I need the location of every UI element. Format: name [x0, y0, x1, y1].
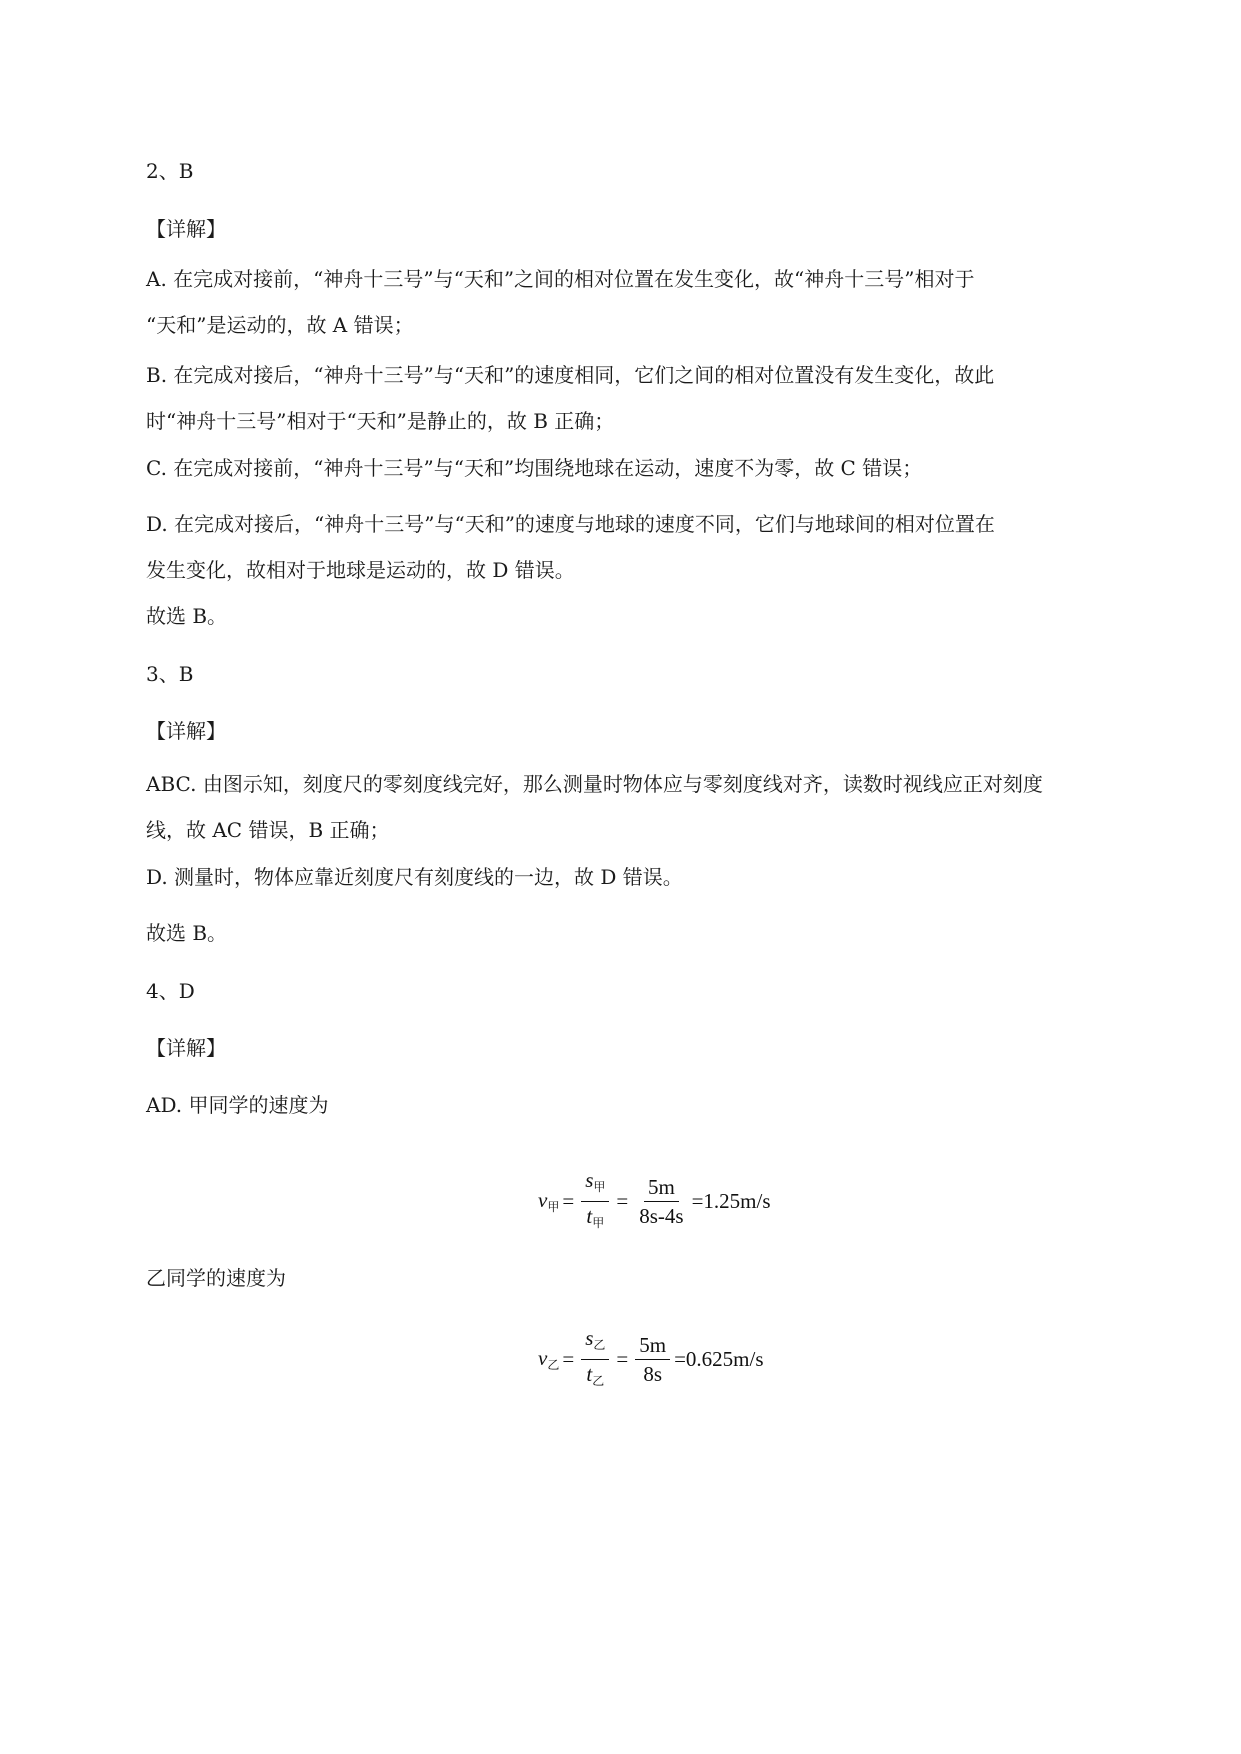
q2-detail-heading: 【详解】	[146, 217, 226, 241]
q2-answer: 2、B	[146, 159, 194, 183]
numeric-fraction: $\frac{5m}{8s}$	[635, 1333, 670, 1386]
q4-detail-heading: 【详解】	[146, 1036, 226, 1060]
velocity-symbol: $v_乙$	[538, 1346, 560, 1372]
q3-answer: 3、B	[146, 662, 194, 686]
velocity-symbol: $v_甲$	[538, 1188, 560, 1214]
q4-yi-text: 乙同学的速度为	[146, 1266, 286, 1290]
q3-option-abc: ABC. 由图示知，刻度尺的零刻度线完好，那么测量时物体应与零刻度线对齐，读数时视线应正对刻度 线，故 AC 错误，B 正确；	[146, 772, 1043, 842]
q3-detail-heading: 【详解】	[146, 719, 226, 743]
formula-result: =0.625m/s	[674, 1347, 764, 1371]
formula-result: =1.25m/s	[691, 1189, 771, 1213]
q2-option-d: D. 在完成对接后，“神舟十三号”与“天和”的速度与地球的速度不同，它们与地球间的相对位置在 发生变化，故相对于地球是运动的，故 D 错误。	[146, 512, 995, 582]
q3-conclusion: 故选 B。	[146, 921, 228, 945]
q2-option-a: A. 在完成对接前，“神舟十三号”与“天和”之间的相对位置在发生变化，故“神舟十三号”相对于 “天和”是运动的，故 A 错误；	[146, 267, 975, 337]
speed-formula-yi: $v_乙$ = $\frac{s_乙}{t_乙}$ = $\frac{5m}{8s}$ =0.625m/s	[538, 1326, 764, 1393]
q4-answer: 4、D	[146, 979, 195, 1003]
distance-over-time-fraction: $\frac{s_乙}{t_乙}$	[581, 1326, 609, 1393]
numeric-fraction: $\frac{5m}{8s-4s}$	[639, 1175, 684, 1228]
speed-formula-jia: $v_甲$ = $\frac{s_甲}{t_甲}$ = $\frac{5m}{8s-4s}$ =1.25m/s	[538, 1168, 771, 1235]
q2-option-b: B. 在完成对接后，“神舟十三号”与“天和”的速度相同，它们之间的相对位置没有发生变化，故此 时“神舟十三号”相对于“天和”是静止的，故 B 正确；	[146, 363, 995, 433]
distance-over-time-fraction: $\frac{s_甲}{t_甲}$	[581, 1168, 609, 1235]
q2-option-c: C. 在完成对接前，“神舟十三号”与“天和”均围绕地球在运动，速度不为零，故 C 错误；	[146, 456, 923, 480]
q3-option-d: D. 测量时，物体应靠近刻度尺有刻度线的一边，故 D 错误。	[146, 865, 683, 889]
q2-conclusion: 故选 B。	[146, 604, 228, 628]
q4-option-ad: AD. 甲同学的速度为	[146, 1093, 329, 1117]
